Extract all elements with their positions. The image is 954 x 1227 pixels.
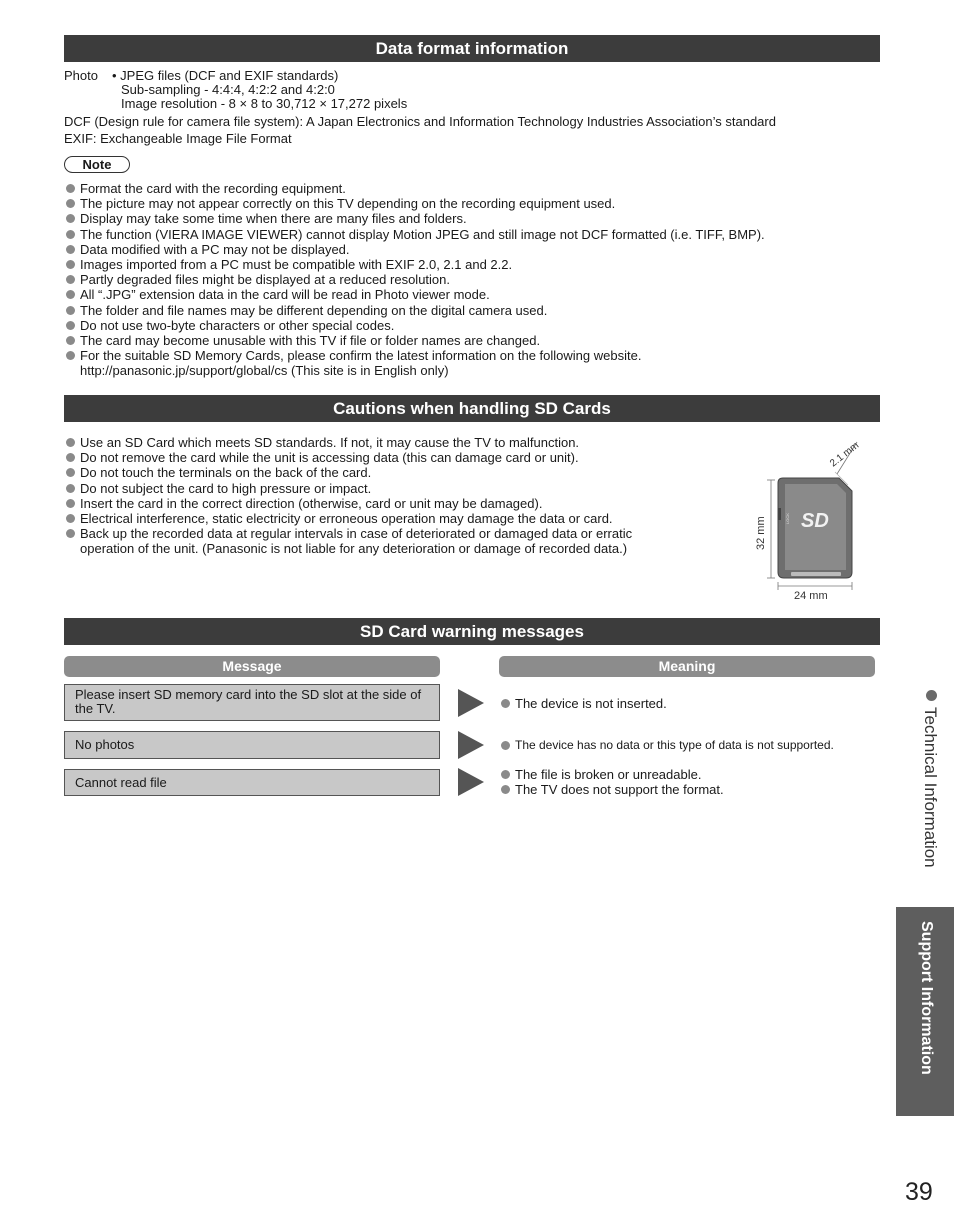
list-item: Format the card with the recording equipment.	[66, 181, 765, 196]
side-tab-support-information	[896, 907, 954, 1116]
list-item: Insert the card in the correct direction (otherwise, card or unit may be damaged).	[66, 496, 632, 511]
section-title-data-format: Data format information	[64, 35, 880, 62]
height-label: 32 mm	[755, 516, 767, 550]
list-item: The picture may not appear correctly on this TV depending on the recording equipment used.	[66, 196, 765, 211]
list-item: The function (VIERA IMAGE VIEWER) cannot display Motion JPEG and still image not DCF formatted (i.e. TIFF, BMP).	[66, 227, 765, 242]
exif-definition: EXIF: Exchangeable Image File Format	[64, 131, 292, 146]
photo-spec-line: Sub-sampling - 4:4:4, 4:2:2 and 4:2:0	[121, 82, 335, 97]
list-item: Do not touch the terminals on the back of the card.	[66, 465, 632, 480]
list-item: Partly degraded files might be displayed at a reduced resolution.	[66, 272, 765, 287]
cautions-list	[66, 435, 632, 541]
side-tab-technical-information	[912, 690, 942, 900]
section-title-cautions: Cautions when handling SD Cards	[64, 395, 880, 422]
bullet-icon	[926, 690, 937, 701]
list-item: For the suitable SD Memory Cards, please confirm the latest information on the following website.	[66, 348, 765, 363]
warning-message-text: Please insert SD memory card into the SD slot at the side of the TV.	[75, 687, 422, 716]
sd-card-illustration	[745, 432, 870, 604]
photo-specs	[112, 69, 407, 111]
note-badge: Note	[64, 156, 130, 173]
section-title-warnings: SD Card warning messages	[64, 618, 880, 645]
warning-message-text: Cannot read file	[75, 775, 167, 790]
list-item: Electrical interference, static electricity or erroneous operation may damage the data or card.	[66, 511, 632, 526]
width-label: 24 mm	[794, 590, 828, 602]
arrow-right-icon	[458, 689, 484, 717]
sd-logo: SD	[801, 510, 829, 532]
thickness-label: 2.1 mm	[828, 440, 862, 470]
meaning-list	[501, 767, 724, 797]
list-item: Data modified with a PC may not be displayed.	[66, 242, 765, 257]
warning-message-box	[64, 769, 440, 796]
photo-label: Photo	[64, 68, 98, 83]
warning-message-box	[64, 731, 440, 759]
list-item: Display may take some time when there are many files and folders.	[66, 211, 765, 226]
list-item: Do not remove the card while the unit is accessing data (this can damage card or unit).	[66, 450, 632, 465]
page-number: 39	[905, 1178, 933, 1206]
warning-message-text: No photos	[75, 737, 135, 752]
photo-spec-line: Image resolution - 8 × 8 to 30,712 × 17,272 pixels	[121, 96, 408, 111]
arrow-right-icon	[458, 731, 484, 759]
meaning-list	[501, 696, 667, 711]
side-tab-label: Support Information	[918, 921, 935, 1075]
dcf-definition: DCF (Design rule for camera file system): A Japan Electronics and Information Technology Industries Association’s standard	[64, 114, 776, 129]
list-item: Do not subject the card to high pressure or impact.	[66, 481, 632, 496]
list-item: The device is not inserted.	[501, 696, 667, 711]
meaning-column-header: Meaning	[499, 656, 875, 677]
list-item: The device has no data or this type of data is not supported.	[501, 738, 834, 753]
lock-label: LOCK	[785, 513, 790, 524]
list-item: Do not use two-byte characters or other special codes.	[66, 318, 765, 333]
notes-list	[66, 181, 765, 363]
message-column-header: Message	[64, 656, 440, 677]
website-link[interactable]: http://panasonic.jp/support/global/cs (This site is in English only)	[80, 363, 449, 378]
list-item: Images imported from a PC must be compatible with EXIF 2.0, 2.1 and 2.2.	[66, 257, 765, 272]
list-item: The TV does not support the format.	[501, 782, 724, 797]
list-item: Use an SD Card which meets SD standards. If not, it may cause the TV to malfunction.	[66, 435, 632, 450]
meaning-list	[501, 738, 834, 753]
list-item: Back up the recorded data at regular intervals in case of deteriorated or damaged data or erratic	[66, 526, 632, 541]
list-item: The file is broken or unreadable.	[501, 767, 724, 782]
list-item: The card may become unusable with this TV if file or folder names are changed.	[66, 333, 765, 348]
side-tab-label: Technical Information	[921, 707, 940, 868]
list-item: The folder and file names may be different depending on the digital camera used.	[66, 303, 765, 318]
caution-continuation: operation of the unit. (Panasonic is not liable for any deterioration or damage of recorded data.)	[80, 541, 628, 556]
list-item: All “.JPG” extension data in the card will be read in Photo viewer mode.	[66, 287, 765, 302]
warning-message-box	[64, 684, 440, 721]
arrow-right-icon	[458, 768, 484, 796]
photo-spec-line: • JPEG files (DCF and EXIF standards)	[112, 68, 339, 83]
